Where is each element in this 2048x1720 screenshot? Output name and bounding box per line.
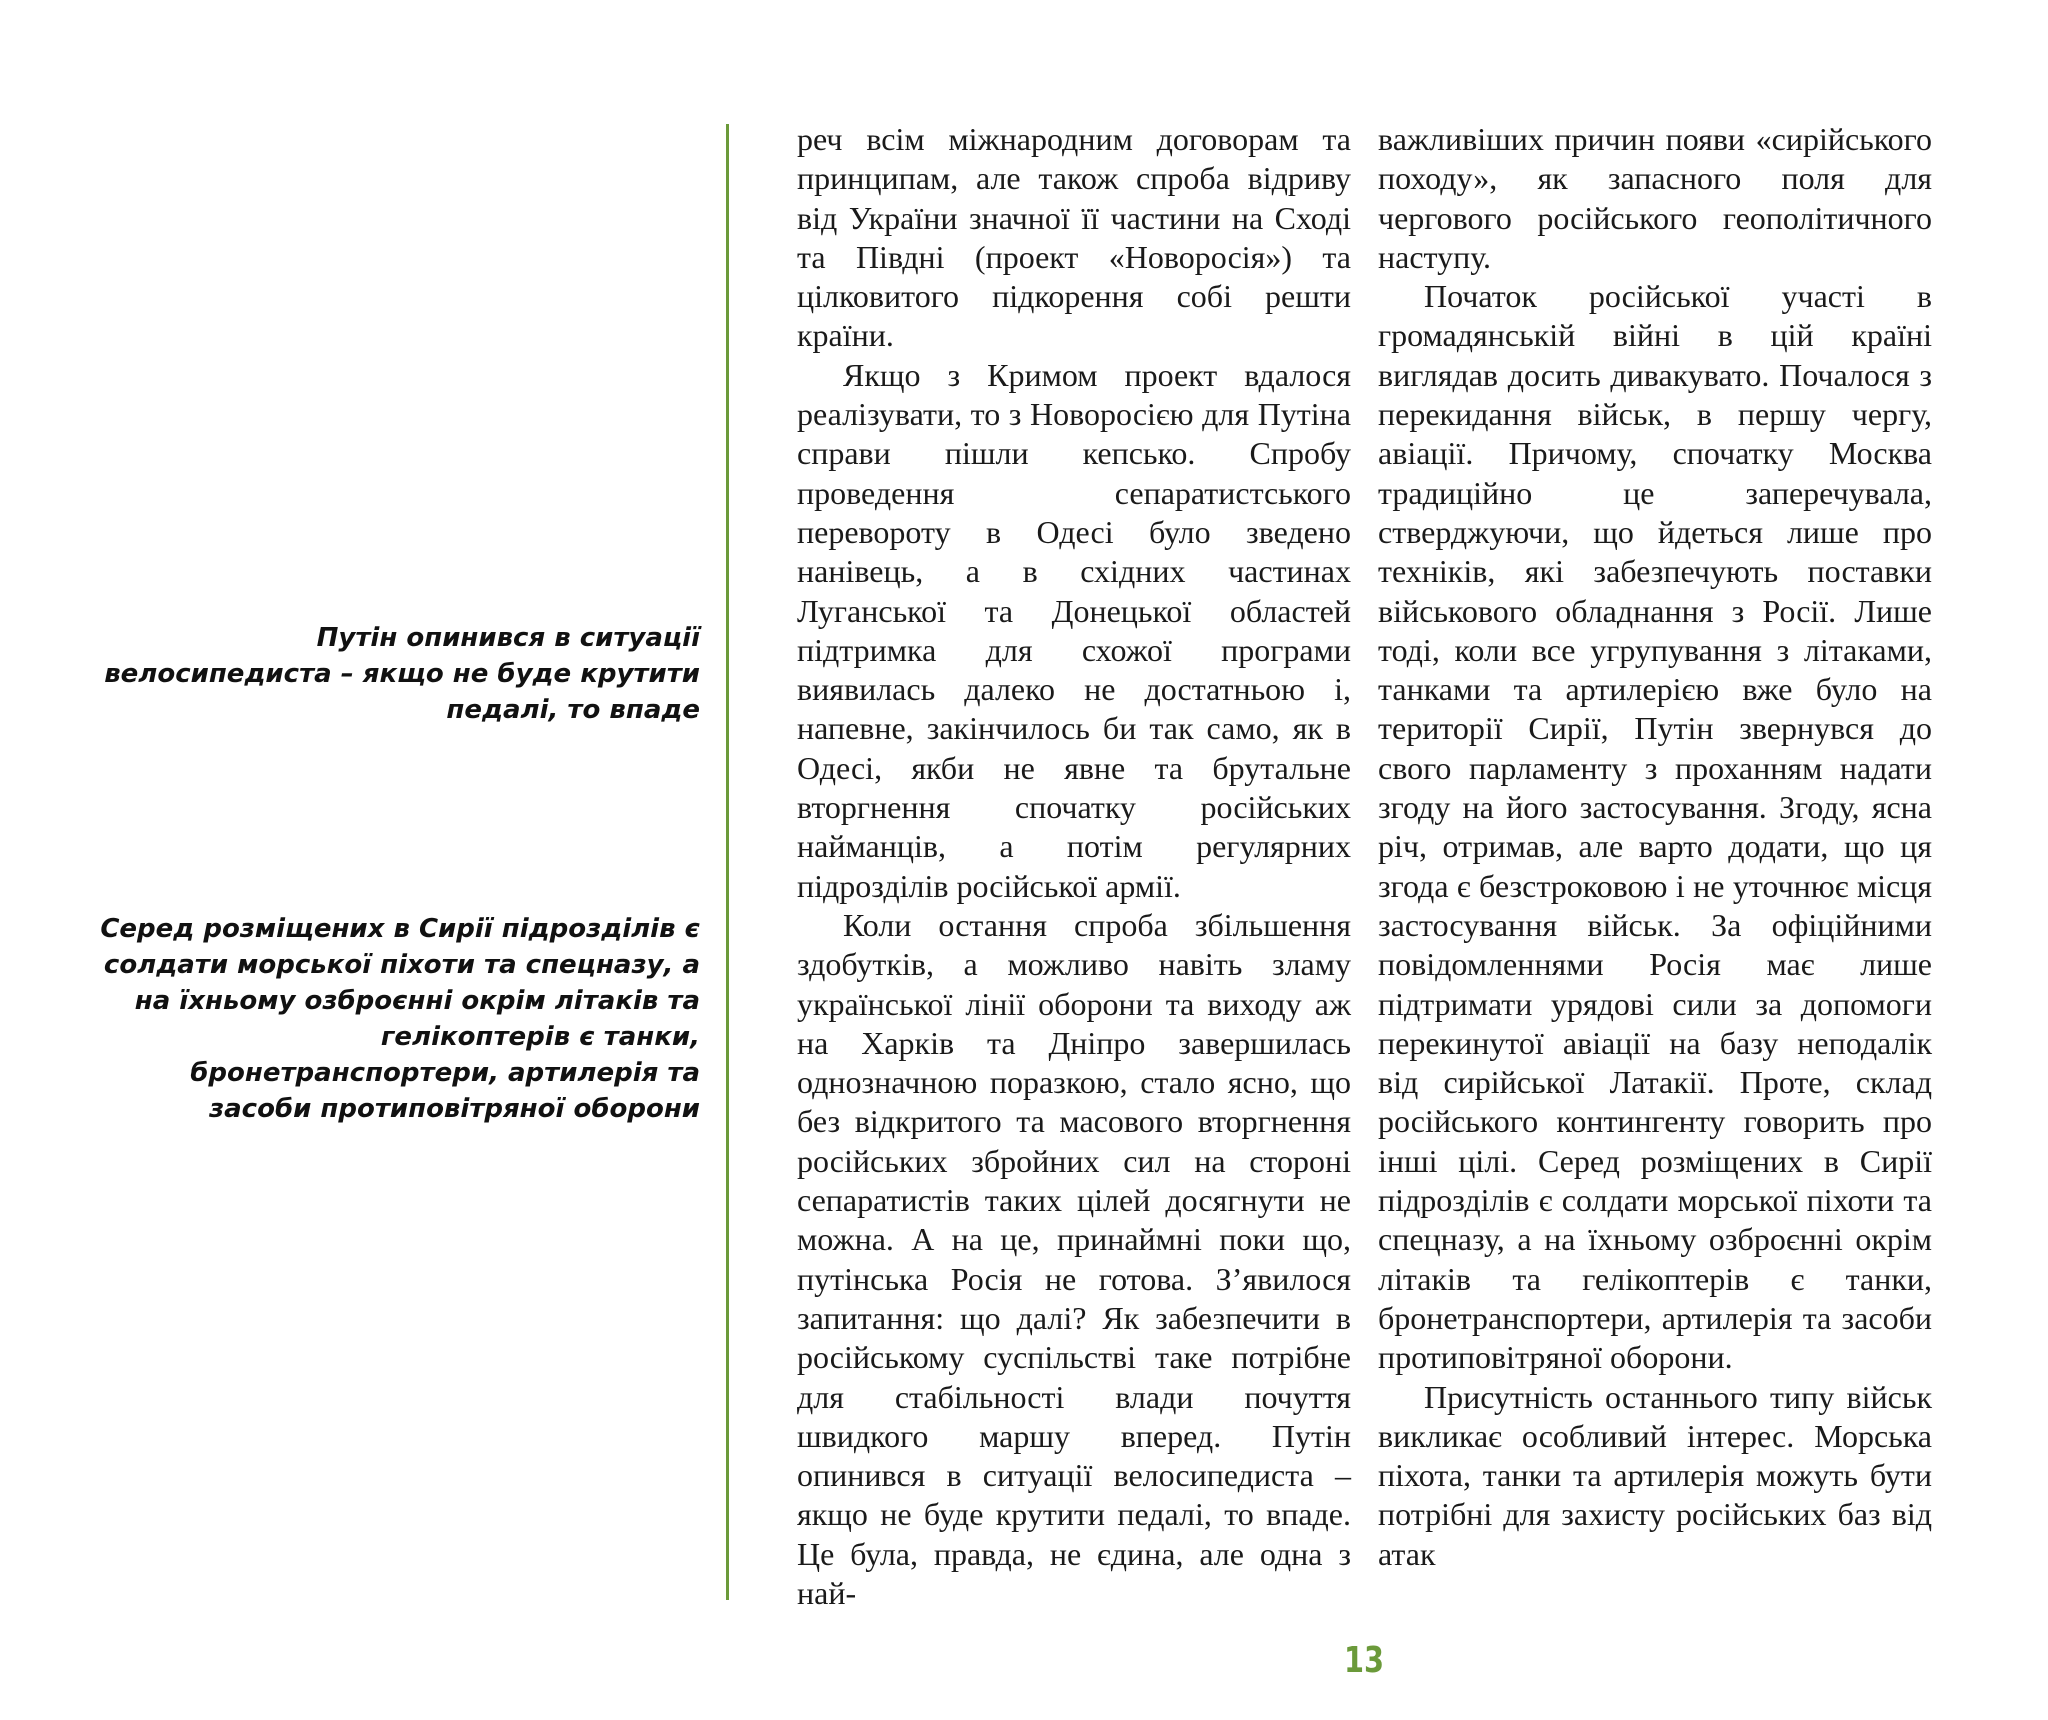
pull-quote-1: Путін опинився в ситуації велосипедиста – якщо не буде крутити педалі, то впаде [104,623,700,725]
paragraph: Коли остання спроба збільшення здобутків, а можливо навіть зламу української лінії оборони та виходу аж на Харків та Дніпро завершилась однозначною поразкою, стало ясно, що без відкритого та масового вторгнення російських збройних сил на стороні сепаратистів таких цілей досягнути не можна. А на це, принаймні поки що, путінська Росія не готова. З’явилося запитання: що далі? Як забезпечити в російському суспільстві таке потрібне для стабільності влади почуття швидкого маршу вперед. Путін опинився в ситуації велосипедиста – якщо не буде крутити педалі, то впаде. Це була, правда, не єдина, але одна з най- [797,906,1351,1611]
column-divider [726,124,729,1600]
paragraph: Початок російської участі в громадянській війні в цій країні виглядав досить дивакувато. Почалося з перекидання військ, в першу чергу, авіації. Причому, спочатку Москва традиційно це заперечувала, стверджуючи, що йдеться лише про техніків, які забезпечують поставки військового обладнання з Росії. Лише тоді, коли все угрупування з літаками, танками та артилерією вже було на території Сирії, Путін звернувся до свого парламенту з проханням надати згоду на його застосування. Згоду, ясна річ, отримав, але варто додати, що ця згода є безстроковою і не уточнює місця застосування військ. За офіційними повідомленнями Росія має лише підтримати урядові сили за допомоги перекинутої авіації на базу неподалік від сирійської Латакії. Проте, склад російського контингенту говорить про інші цілі. Серед розміщених в Сирії підрозділів є солдати морської піхоти та спецназу, а на їхньому озброєнні окрім літаків та гелікоптерів є танки, бронетранспортери, артилерія та засоби протиповітряної оборони. [1378,278,1932,1376]
text-column-1 [797,120,1351,1613]
paragraph: Якщо з Кримом проект вдалося реалізувати, то з Новоросією для Путіна справи пішли кепсько. Спробу проведення сепаратистського перевороту в Одесі було зведено нанівець, а в східних частинах Луганської та Донецької областей підтримка для схожої програми виявилась далеко не достатньою і, напевне, закінчилось би так само, як в Одесі, якби не явне та брутальне вторгнення спочатку російських найманців, а потім регулярних підрозділів російської армії. [797,356,1351,904]
text-column-2 [1378,120,1932,1574]
paragraph: реч всім міжнародним договорам та принципам, але також спроба відриву від України значної її частини на Сході та Півдні (проект «Новоросія») та цілковитого підкорення собі решти країни. [797,121,1351,354]
paragraph: Присутність останнього типу військ викликає особливий інтерес. Морська піхота, танки та артилерія можуть бути потрібні для захисту російських баз від атак [1378,1378,1932,1572]
paragraph: важливіших причин появи «сирійського походу», як запасного поля для чергового російського геополітичного наступу. [1378,121,1932,275]
page-number: 13 [1343,1640,1385,1681]
pull-quote-2: Серед розміщених в Сирії підрозділів є солдати морської піхоти та спецназу, а на їхньому озброєнні окрім літаків та гелікоптерів є танки, бронетранспортери, артилерія та засоби протиповітряної оборони [100,914,700,1124]
